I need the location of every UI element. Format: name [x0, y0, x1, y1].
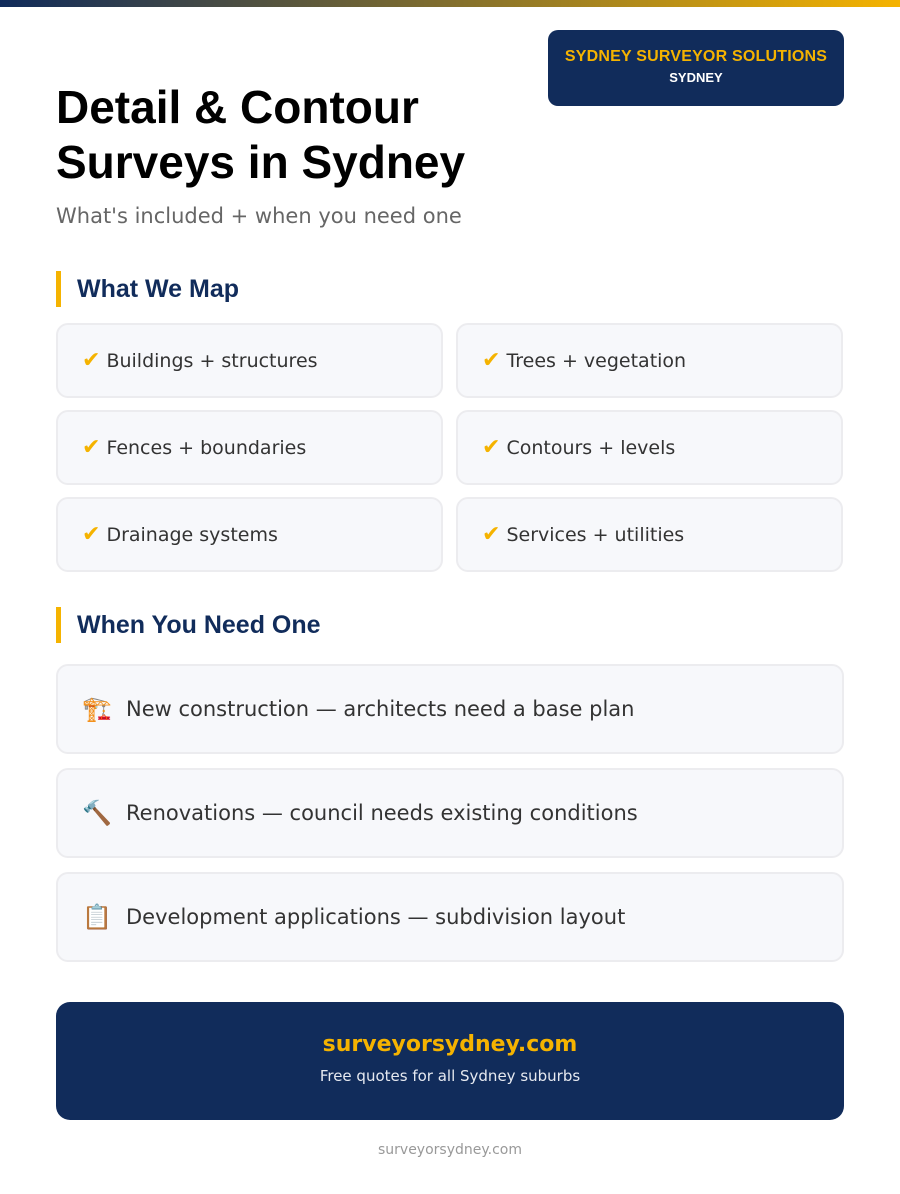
need-item — [56, 768, 844, 858]
check-icon: ✔ — [482, 435, 501, 460]
map-item — [56, 497, 443, 572]
check-icon: ✔ — [482, 522, 501, 547]
map-item — [56, 323, 443, 398]
footer-url[interactable]: surveyorsydney.com — [322, 1032, 578, 1057]
map-item-label: Trees + vegetation — [506, 349, 687, 372]
map-item — [456, 497, 843, 572]
check-icon: ✔ — [82, 435, 101, 460]
need-item-label: Renovations — council needs existing conditions — [126, 801, 638, 825]
map-item-label: Services + utilities — [506, 523, 685, 546]
brand-badge — [548, 30, 844, 106]
footer-tagline: Free quotes for all Sydney suburbs — [319, 1067, 581, 1085]
need-item — [56, 872, 844, 962]
crane-icon: 🏗️ — [82, 695, 112, 723]
cta-footer — [56, 1002, 844, 1120]
need-item-label: Development applications — subdivision layout — [126, 905, 626, 929]
check-icon: ✔ — [82, 522, 101, 547]
hammer-icon: 🔨 — [82, 799, 112, 827]
map-item-label: Drainage systems — [106, 523, 278, 546]
brand-city: SYDNEY — [669, 70, 723, 85]
bottom-url[interactable]: surveyorsydney.com — [377, 1142, 523, 1158]
section-heading-need: When You Need One — [56, 607, 321, 643]
map-item-label: Contours + levels — [506, 436, 676, 459]
page-title: Detail & Contour Surveys in Sydney — [56, 81, 466, 188]
map-item — [456, 323, 843, 398]
top-gradient-bar — [0, 0, 900, 7]
map-item — [456, 410, 843, 485]
check-icon: ✔ — [82, 348, 101, 373]
need-item — [56, 664, 844, 754]
clipboard-icon: 📋 — [82, 903, 112, 931]
page-subtitle: What's included + when you need one — [56, 204, 462, 228]
section-heading-map: What We Map — [56, 271, 239, 307]
check-icon: ✔ — [482, 348, 501, 373]
map-item-label: Buildings + structures — [106, 349, 318, 372]
map-item — [56, 410, 443, 485]
map-item-label: Fences + boundaries — [106, 436, 307, 459]
brand-name: SYDNEY SURVEYOR SOLUTIONS — [564, 48, 828, 65]
need-item-label: New construction — architects need a base plan — [126, 697, 635, 721]
